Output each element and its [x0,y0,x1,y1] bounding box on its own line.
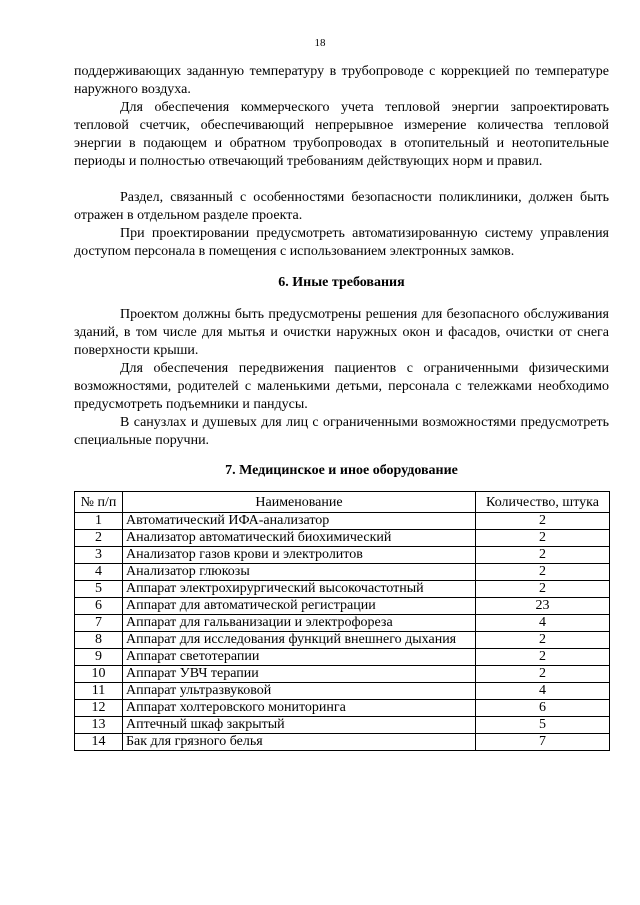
paragraph: Раздел, связанный с особенностями безопасности поликлиники, должен быть отражен в отдельном разделе проекта. [74,190,609,223]
cell-number: 1 [75,513,123,530]
cell-number: 13 [75,717,123,734]
paragraph: Для обеспечения коммерческого учета тепловой энергии запроектировать тепловой счетчик, обеспечивающий непрерывное измерение количества тепловой энергии в подающем и обратном трубопроводах в отопительный и неотопительные периоды и полностью отвечающий требованиям действующих норм и правил. [74,100,609,169]
header-name: Наименование [123,492,476,513]
cell-name: Аппарат для исследования функций внешнего дыхания [123,632,476,649]
cell-name: Аппарат светотерапии [123,649,476,666]
cell-name: Аппарат для автоматической регистрации [123,598,476,615]
cell-quantity: 2 [476,530,610,547]
blank-line [74,171,609,189]
table-row [75,530,610,547]
cell-quantity: 7 [476,734,610,751]
table-header-row [75,492,610,513]
cell-quantity: 23 [476,598,610,615]
cell-quantity: 2 [476,666,610,683]
cell-name: Анализатор автоматический биохимический [123,530,476,547]
table-row [75,564,610,581]
paragraph: Для обеспечения передвижения пациентов с ограниченными физическими возможностями, родителей с маленькими детьми, персонала с тележками необходимо предусмотреть подъемники и пандусы. [74,361,609,412]
section-7-title: 7. Медицинское и иное оборудование [225,463,458,478]
cell-number: 8 [75,632,123,649]
cell-quantity: 4 [476,683,610,700]
table-row [75,632,610,649]
table-row [75,734,610,751]
header-quantity: Количество, штука [476,492,610,513]
cell-quantity: 2 [476,564,610,581]
table-row [75,581,610,598]
document-body [74,63,609,751]
cell-quantity: 4 [476,615,610,632]
cell-quantity: 2 [476,632,610,649]
cell-number: 11 [75,683,123,700]
cell-quantity: 2 [476,581,610,598]
header-number: № п/п [75,492,123,513]
cell-number: 3 [75,547,123,564]
paragraph: В санузлах и душевых для лиц с ограниченными возможностями предусмотреть специальные поручни. [74,415,609,448]
cell-name: Аппарат для гальванизации и электрофореза [123,615,476,632]
cell-quantity: 2 [476,513,610,530]
cell-number: 7 [75,615,123,632]
cell-name: Анализатор газов крови и электролитов [123,547,476,564]
cell-number: 4 [75,564,123,581]
table-row [75,547,610,564]
cell-number: 6 [75,598,123,615]
table-row [75,615,610,632]
table-row [75,513,610,530]
paragraph: При проектировании предусмотреть автоматизированную систему управления доступом персонала в помещения с использованием электронных замков. [74,226,609,259]
cell-name: Аппарат холтеровского мониторинга [123,700,476,717]
cell-quantity: 2 [476,649,610,666]
table-row [75,666,610,683]
table-row [75,649,610,666]
equipment-table [74,491,610,751]
cell-quantity: 2 [476,547,610,564]
section-6-title: 6. Иные требования [278,275,405,290]
cell-name: Аппарат электрохирургический высокочастотный [123,581,476,598]
cell-number: 9 [75,649,123,666]
table-row [75,683,610,700]
cell-number: 12 [75,700,123,717]
cell-quantity: 5 [476,717,610,734]
table-row [75,717,610,734]
page-number: 18 [314,37,326,49]
paragraph: поддерживающих заданную температуру в трубопроводе с коррекцией по температуре наружного воздуха. [74,64,609,97]
cell-name: Аптечный шкаф закрытый [123,717,476,734]
cell-name: Бак для грязного белья [123,734,476,751]
cell-name: Анализатор глюкозы [123,564,476,581]
cell-quantity: 6 [476,700,610,717]
cell-name: Автоматический ИФА-анализатор [123,513,476,530]
cell-number: 10 [75,666,123,683]
cell-name: Аппарат УВЧ терапии [123,666,476,683]
table-row [75,700,610,717]
cell-name: Аппарат ультразвуковой [123,683,476,700]
table-body [75,513,610,751]
cell-number: 2 [75,530,123,547]
table-row [75,598,610,615]
cell-number: 14 [75,734,123,751]
cell-number: 5 [75,581,123,598]
paragraph: Проектом должны быть предусмотрены решения для безопасного обслуживания зданий, в том числе для мытья и очистки наружных окон и фасадов, очистки от снега поверхности крыши. [74,307,609,358]
